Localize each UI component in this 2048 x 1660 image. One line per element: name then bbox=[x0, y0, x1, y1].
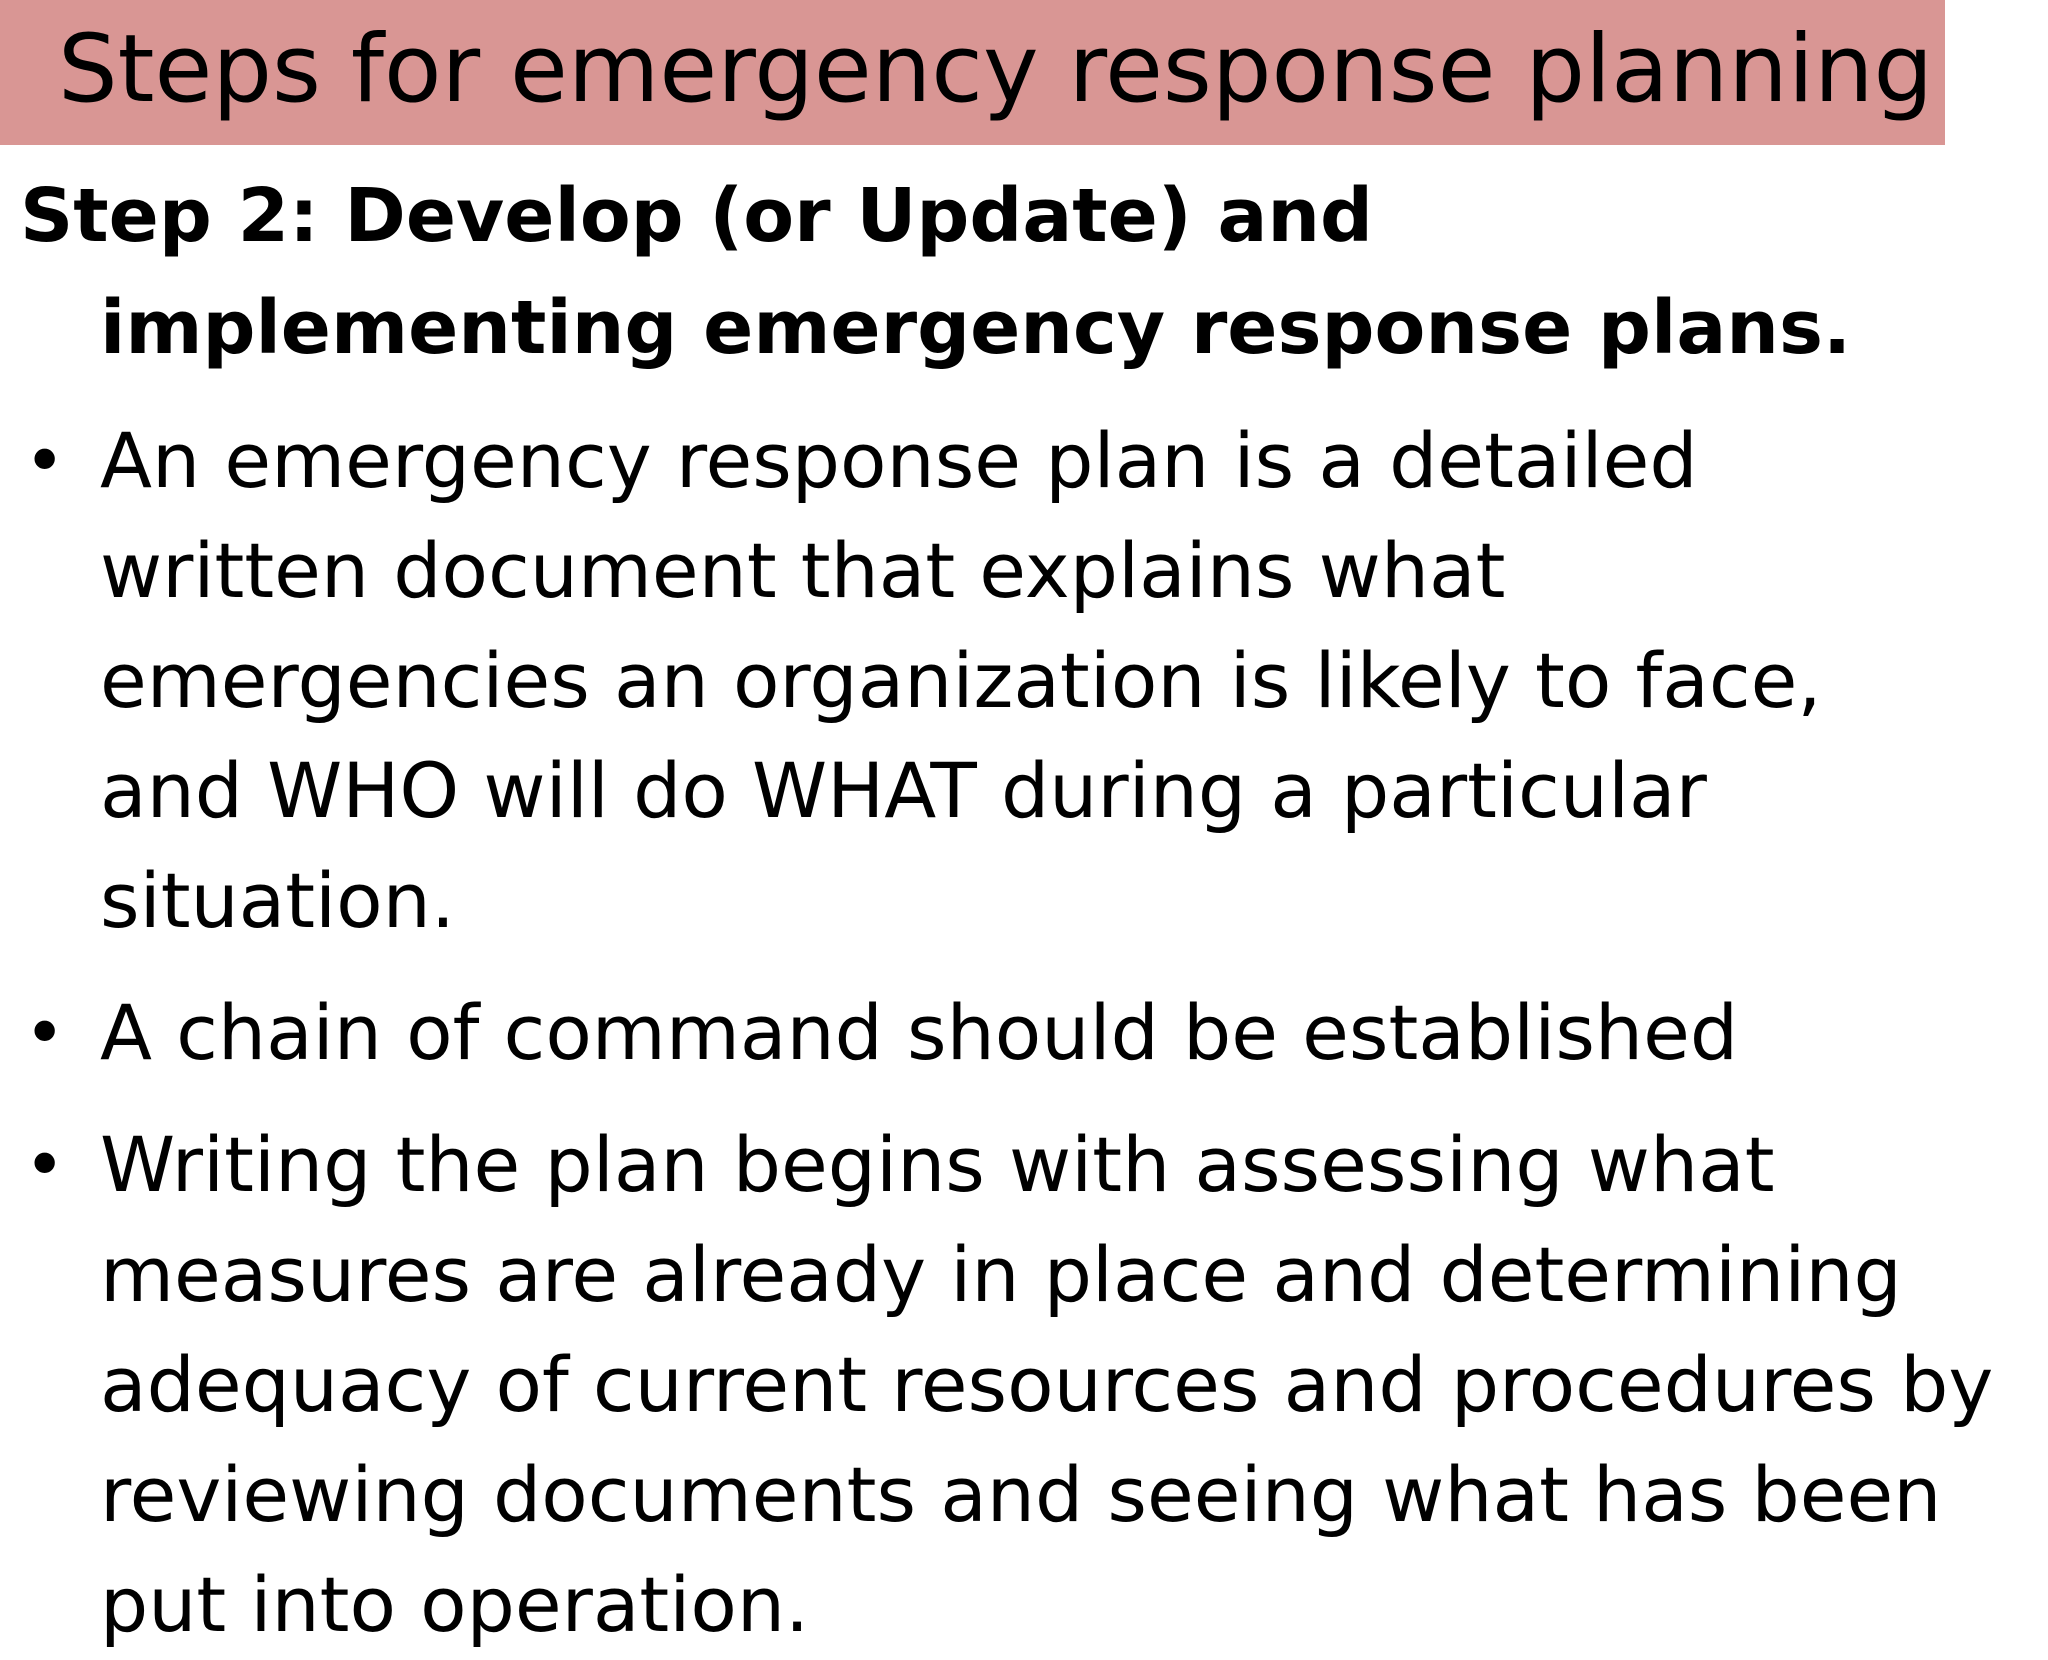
bullet-list bbox=[20, 406, 2030, 1660]
step-heading: Step 2: Develop (or Update) and implementing emergency response plans. bbox=[20, 173, 1852, 371]
list-item bbox=[20, 1110, 2030, 1660]
bullet-icon: • bbox=[24, 992, 66, 1074]
bullet-text: A chain of command should be established bbox=[100, 988, 1739, 1077]
bullet-icon: • bbox=[24, 420, 66, 502]
bullet-text: Writing the plan begins with assessing what measures are already in place and determining adequacy of current resources and procedures by reviewing documents and seeing what has been put into operation. bbox=[100, 1120, 1994, 1649]
slide-title: Steps for emergency response planning bbox=[58, 15, 1934, 124]
title-bar bbox=[0, 0, 1945, 145]
slide-content bbox=[20, 160, 2030, 1660]
bullet-icon: • bbox=[24, 1124, 66, 1206]
list-item bbox=[20, 978, 2030, 1088]
bullet-text: An emergency response plan is a detailed written document that explains what emergencies an organization is likely to face, and WHO will do WHAT during a particular situation. bbox=[100, 416, 1822, 945]
list-item bbox=[20, 406, 2030, 956]
